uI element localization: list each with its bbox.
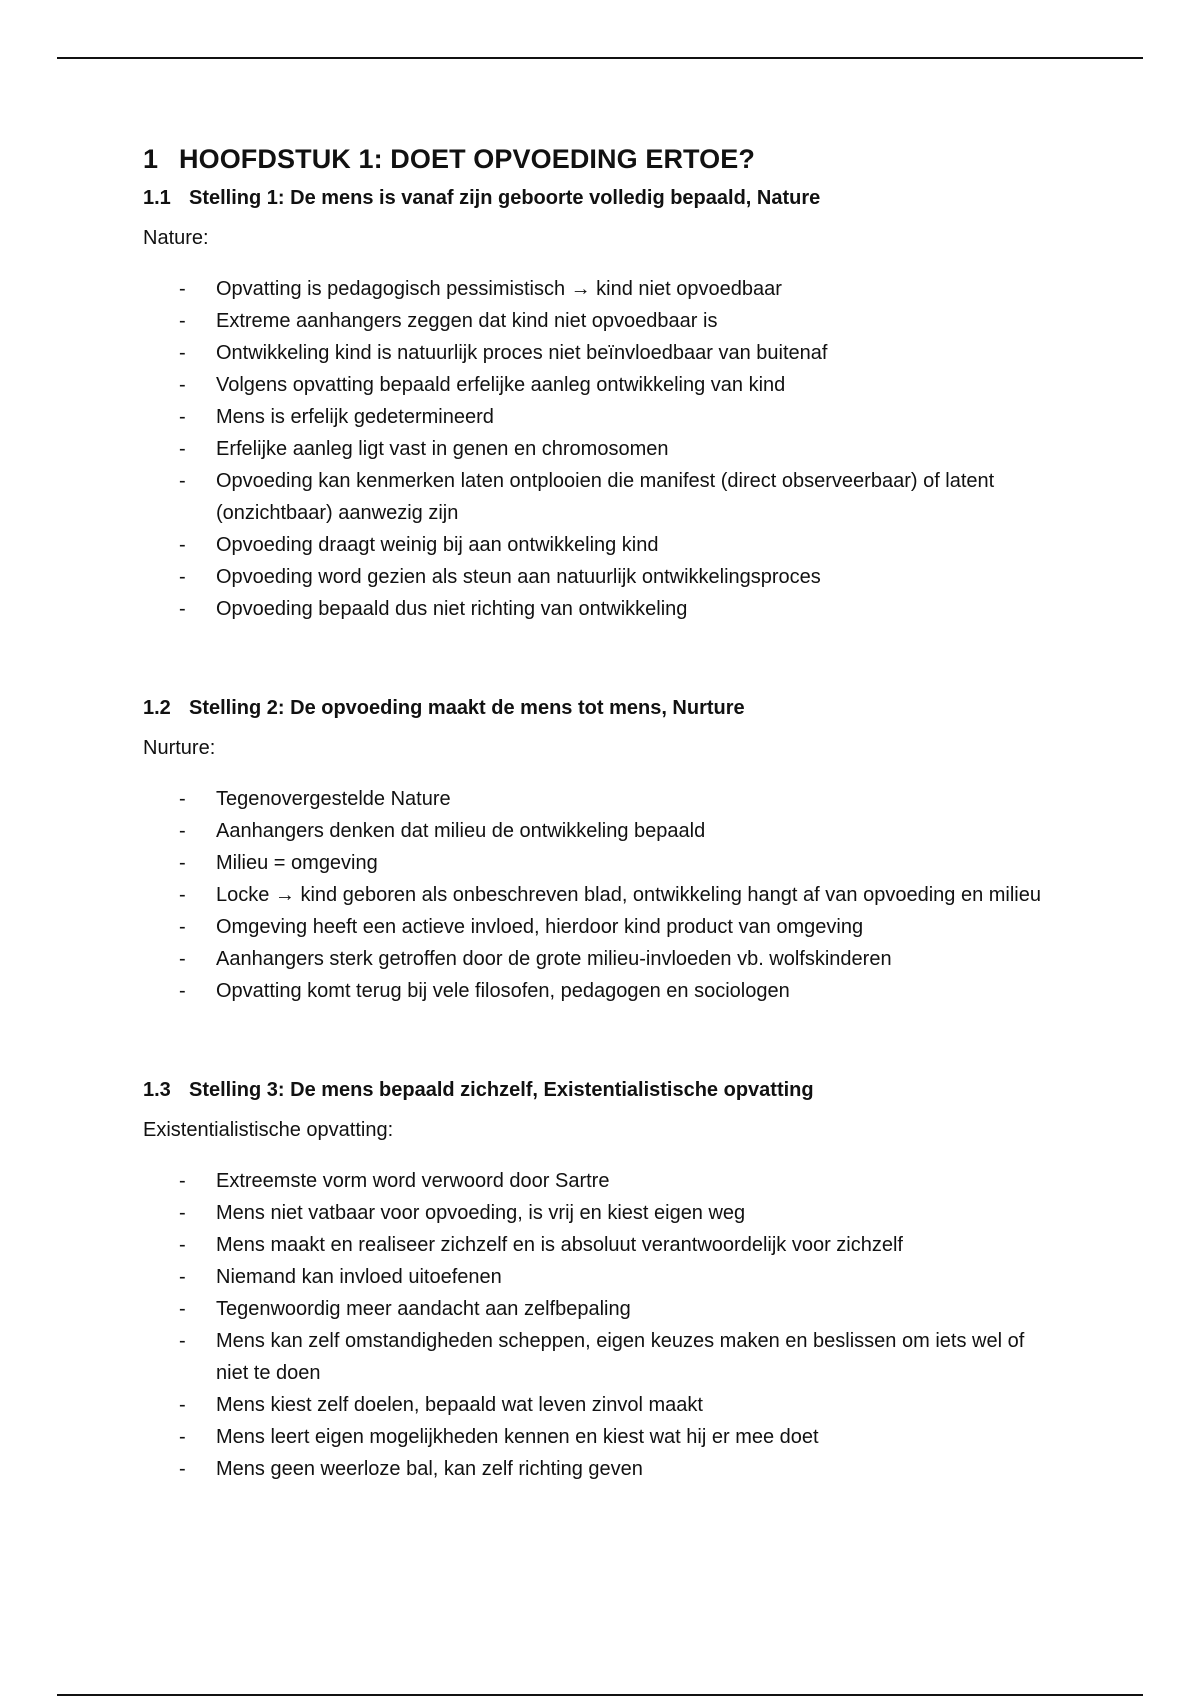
list-item: - Mens is erfelijk gedetermineerd xyxy=(143,401,1053,433)
list-item: - Extreemste vorm word verwoord door Sartre xyxy=(143,1165,1053,1197)
list-item: - Tegenwoordig meer aandacht aan zelfbepaling xyxy=(143,1293,1053,1325)
chapter-title: HOOFDSTUK 1: DOET OPVOEDING ERTOE? xyxy=(179,144,755,174)
section-nature xyxy=(143,185,1053,625)
list-item: - Opvatting is pedagogisch pessimistisch → kind niet opvoedbaar xyxy=(143,273,1053,305)
section-title: Stelling 1: De mens is vanaf zijn geboorte volledig bepaald, Nature xyxy=(189,187,821,210)
bullet-list xyxy=(143,273,1053,625)
list-item: - Opvoeding draagt weinig bij aan ontwikkeling kind xyxy=(143,529,1053,561)
section-nurture xyxy=(143,695,1053,1007)
list-item: - Locke → kind geboren als onbeschreven blad, ontwikkeling hangt af van opvoeding en milieu xyxy=(143,879,1053,911)
section-number: 1.3 xyxy=(143,1079,171,1102)
list-item: - Mens kan zelf omstandigheden scheppen, eigen keuzes maken en beslissen om iets wel of niet te doen xyxy=(143,1325,1053,1389)
list-item: - Opvatting komt terug bij vele filosofen, pedagogen en sociologen xyxy=(143,975,1053,1007)
section-number: 1.1 xyxy=(143,187,171,210)
list-item: - Extreme aanhangers zeggen dat kind niet opvoedbaar is xyxy=(143,305,1053,337)
section-heading xyxy=(143,695,1053,721)
chapter-heading xyxy=(143,142,1053,177)
list-item: - Opvoeding kan kenmerken laten ontplooien die manifest (direct observeerbaar) of latent (onzichtbaar) aanwezig zijn xyxy=(143,465,1053,529)
bullet-list xyxy=(143,1165,1053,1485)
section-title: Stelling 2: De opvoeding maakt de mens tot mens, Nurture xyxy=(189,697,745,720)
list-item: - Mens geen weerloze bal, kan zelf richting geven xyxy=(143,1453,1053,1485)
list-item: - Niemand kan invloed uitoefenen xyxy=(143,1261,1053,1293)
list-item: - Aanhangers sterk getroffen door de grote milieu-invloeden vb. wolfskinderen xyxy=(143,943,1053,975)
document-body xyxy=(143,142,1053,1485)
list-item: - Tegenovergestelde Nature xyxy=(143,783,1053,815)
list-item: - Erfelijke aanleg ligt vast in genen en chromosomen xyxy=(143,433,1053,465)
section-title: Stelling 3: De mens bepaald zichzelf, Existentialistische opvatting xyxy=(189,1079,814,1102)
list-item: - Mens niet vatbaar voor opvoeding, is vrij en kiest eigen weg xyxy=(143,1197,1053,1229)
list-item: - Volgens opvatting bepaald erfelijke aanleg ontwikkeling van kind xyxy=(143,369,1053,401)
section-heading xyxy=(143,1077,1053,1103)
section-existentialism xyxy=(143,1077,1053,1485)
section-intro: Existentialistische opvatting: xyxy=(143,1119,394,1142)
list-item: - Opvoeding word gezien als steun aan natuurlijk ontwikkelingsproces xyxy=(143,561,1053,593)
chapter-number: 1 xyxy=(143,144,159,174)
section-number: 1.2 xyxy=(143,697,171,720)
section-heading xyxy=(143,185,1053,211)
list-item: - Omgeving heeft een actieve invloed, hierdoor kind product van omgeving xyxy=(143,911,1053,943)
list-item: - Opvoeding bepaald dus niet richting van ontwikkeling xyxy=(143,593,1053,625)
list-item: - Mens kiest zelf doelen, bepaald wat leven zinvol maakt xyxy=(143,1389,1053,1421)
header-rule xyxy=(57,57,1143,59)
footer-rule xyxy=(57,1694,1143,1696)
bullet-list xyxy=(143,783,1053,1007)
section-intro: Nature: xyxy=(143,227,209,250)
list-item: - Mens maakt en realiseer zichzelf en is absoluut verantwoordelijk voor zichzelf xyxy=(143,1229,1053,1261)
list-item: - Ontwikkeling kind is natuurlijk proces niet beïnvloedbaar van buitenaf xyxy=(143,337,1053,369)
list-item: - Mens leert eigen mogelijkheden kennen en kiest wat hij er mee doet xyxy=(143,1421,1053,1453)
list-item: - Aanhangers denken dat milieu de ontwikkeling bepaald xyxy=(143,815,1053,847)
list-item: - Milieu = omgeving xyxy=(143,847,1053,879)
section-intro: Nurture: xyxy=(143,737,216,760)
